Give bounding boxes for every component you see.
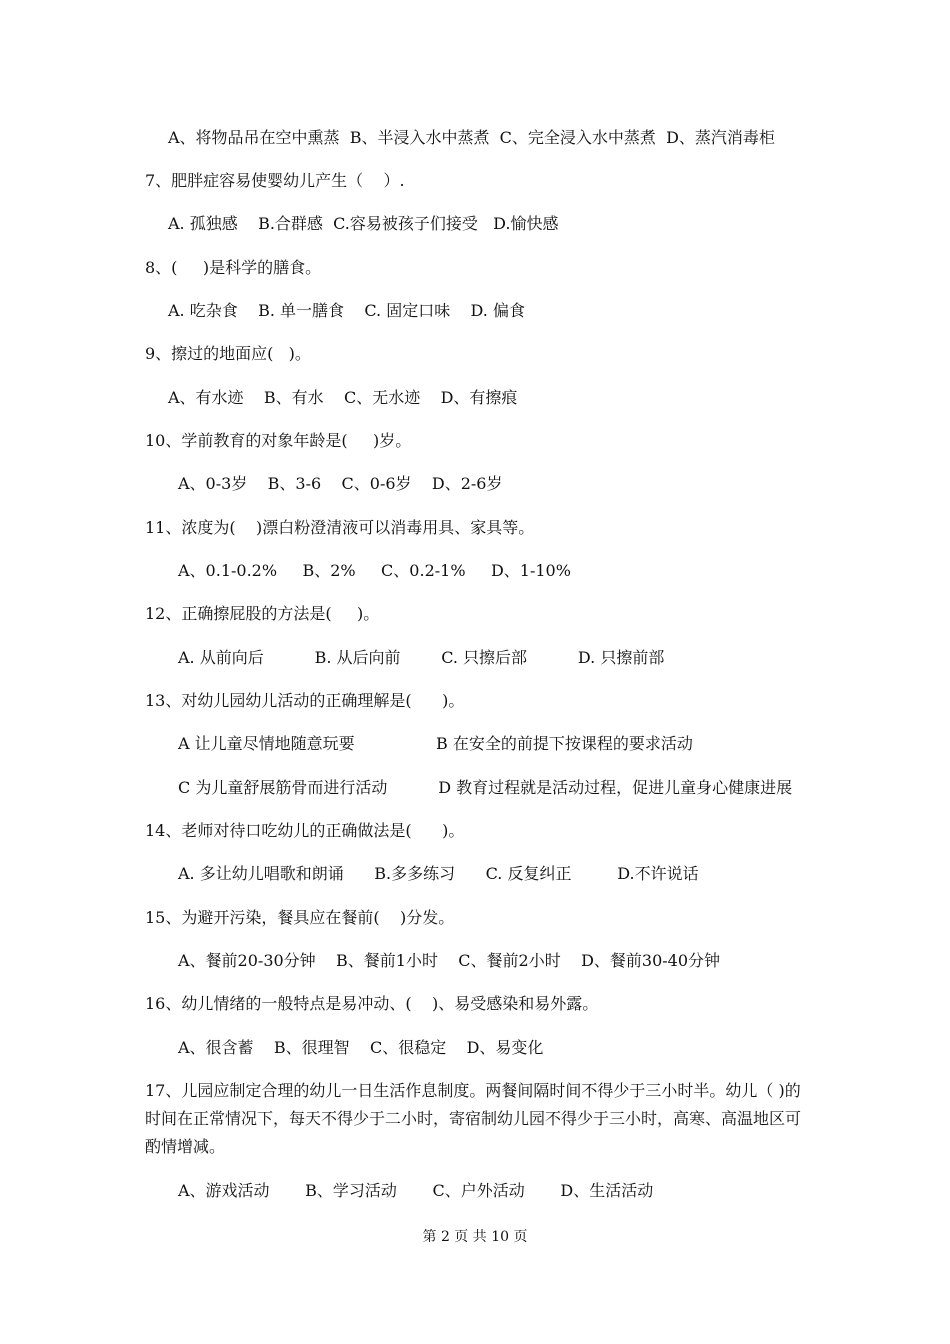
q16-options: A、很含蓄 B、很理智 C、很稳定 D、易变化 [178, 1038, 544, 1057]
q14-options: A. 多让幼儿唱歌和朗诵 B.多多练习 C. 反复纠正 D.不许说话 [178, 864, 699, 883]
q13-question: 13、对幼儿园幼儿活动的正确理解是( )。 [145, 691, 465, 710]
q13-options-cd: C 为儿童舒展筋骨而进行活动 D 教育过程就是活动过程，促进儿童身心健康进展 [178, 778, 793, 797]
q16-question: 16、幼儿情绪的一般特点是易冲动、( )、易受感染和易外露。 [145, 994, 599, 1013]
q12-options: A. 从前向后 B. 从后向前 C. 只擦后部 D. 只擦前部 [178, 648, 665, 667]
q11-question: 11、浓度为( )漂白粉澄清液可以消毒用具、家具等。 [145, 518, 535, 537]
q15-options: A、餐前20-30分钟 B、餐前1小时 C、餐前2小时 D、餐前30-40分钟 [178, 951, 721, 970]
q14-question: 14、老师对待口吃幼儿的正确做法是( )。 [145, 821, 465, 840]
q13-options-ab: A 让儿童尽情地随意玩要 B 在安全的前提下按课程的要求活动 [178, 734, 693, 753]
q9-options: A、有水迹 B、有水 C、无水迹 D、有擦痕 [168, 388, 518, 407]
q9-question: 9、擦过的地面应( )。 [145, 344, 311, 363]
q17-options: A、游戏活动 B、学习活动 C、户外活动 D、生活活动 [178, 1181, 654, 1200]
q17-question: 17、儿园应制定合理的幼儿一日生活作息制度。两餐间隔时间不得少于三小时半。幼儿（ )的时间在正常情况下，每天不得少于二小时，寄宿制幼儿园不得少于三小时，高寒、高温地区可酌情增减。 [145, 1081, 802, 1156]
q8-question: 8、( )是科学的膳食。 [145, 258, 322, 277]
page-number-footer: 第 2 页 共 10 页 [422, 1229, 528, 1245]
q10-question: 10、学前教育的对象年龄是( )岁。 [145, 431, 412, 450]
q7-options: A. 孤独感 B.合群感 C.容易被孩子们接受 D.愉快感 [168, 214, 559, 233]
q10-options: A、0-3岁 B、3-6 C、0-6岁 D、2-6岁 [178, 474, 503, 493]
q12-question: 12、正确擦屁股的方法是( )。 [145, 604, 380, 623]
q11-options: A、0.1-0.2% B、2% C、0.2-1% D、1-10% [178, 561, 571, 580]
q8-options: A. 吃杂食 B. 单一膳食 C. 固定口味 D. 偏食 [168, 301, 525, 320]
q6-options: A、将物品吊在空中熏蒸 B、半浸入水中蒸煮 C、完全浸入水中蒸煮 D、蒸汽消毒柜 [168, 128, 775, 147]
q7-question: 7、肥胖症容易使婴幼儿产生（ ）. [145, 171, 405, 190]
q15-question: 15、为避开污染，餐具应在餐前( )分发。 [145, 908, 455, 927]
